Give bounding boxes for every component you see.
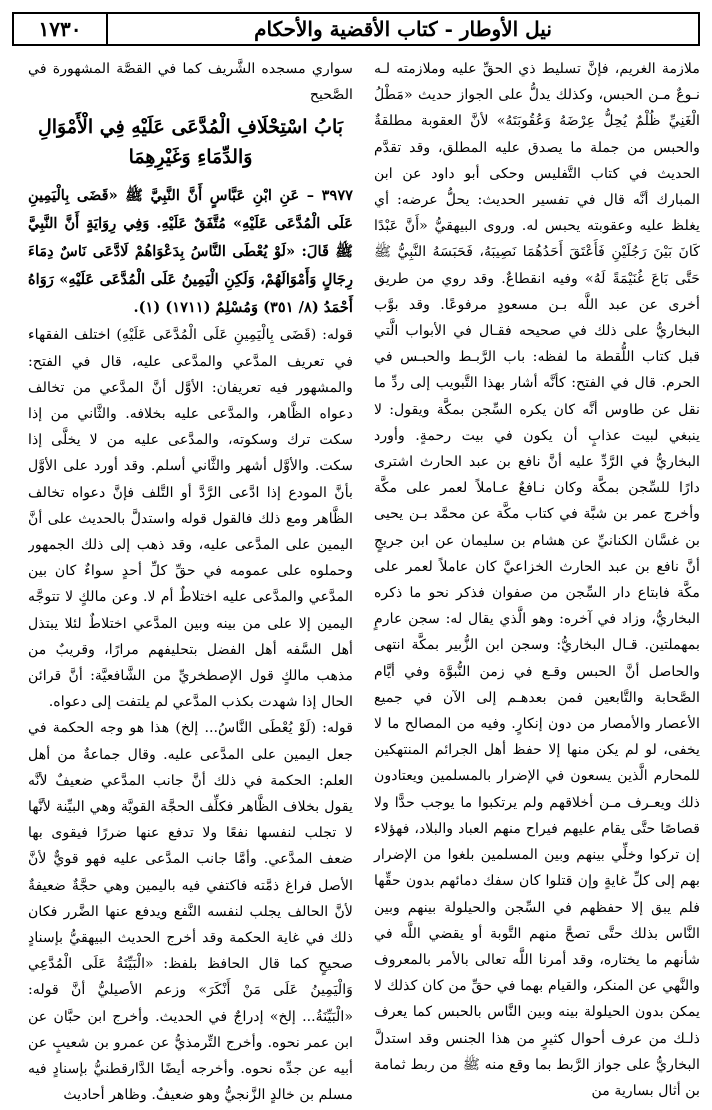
running-title: نيل الأوطار - كتاب الأقضية والأحكام (254, 17, 552, 41)
hadith-text: ٣٩٧٧ – عَنِ ابْنِ عَبَّاسٍ أَنَّ النَّبِيَّ ﷺ «قَضَى بِالْيَمِينِ عَلَى الْمُدَّعَى عَلَيْهِ» مُتَّفَقٌ عَلَيْهِ. وَفِي رِوَايَةٍ أَنَّ النَّبِيَّ ﷺ قَالَ: «لَوْ يُعْطَى النَّاسُ بِدَعْوَاهُمْ لَادَّعَى نَاسٌ دِمَاءَ رِجَالٍ وَأَمْوَالَهُمْ، وَلَكِنِ الْيَمِينُ عَلَى الْمُدَّعَى عَلَيْهِ» رَوَاهُ أَحْمَدُ (٨/ ٣٥١) وَمُسْلِمٌ (١٧١١) (١). (28, 187, 353, 317)
page-header (12, 12, 700, 46)
right-column (364, 56, 700, 1106)
page-number: ١٧٣٠ (14, 14, 108, 44)
left-column (28, 56, 364, 1106)
text-columns (12, 56, 700, 1106)
paragraph-prison: ملازمة الغريم، فإنَّ تسليط ذي الحقِّ عليه وملازمته لـه نـوعٌ مـن الحبس، وكذلك يدلُّ على الجواز حديث «مَطْلُ الْغَنِيِّ ظُلْمٌ يُحِلُّ عِرْضَهُ وَعُقُوبَتَهُ» لأنَّ العقوبة مطلقةٌ والحبس من جملة ما يصدق عليه المطلق، وقد تقدَّم الحديث في كتاب التَّفليس وحكى أبو داود عن ابن المبارك أنَّه قال في تفسير الحديث: يحلُّ عرضه: أي يغلظ عليه وعقوبته يحبس له. وروى البيهقيُّ «أَنَّ عَبْدًا كَانَ بَيْنَ رَجُلَيْنِ فَأَعْتَقَ أَحَدُهُمَا نَصِيبَهُ، فَحَبَسَهُ النَّبِيُّ ﷺ حَتَّى بَاعَ غُنَيْمَةً لَهُ» وفيه انقطاعٌ. وقد روي من طريق أخرى عن عبد اللَّه بـن مسعودٍ مرفوعًا. وقد بوَّب البخاريُّ على ذلك في صحيحه فقـال في الأبواب الَّتي قبل كتاب اللُّقطة ما لفظه: باب الرَّبـط والحبـس في الحرم. قال في الفتح: كأنَّه أشار بهذا التَّبويب إلى ردِّ ما نقل عن طاوس أنَّه كان يكره السِّجن بمكَّة ويقول: لا ينبغي لبيت عذابٍ أن يكون في بيت رحمةٍ. وأورد البخاريُّ في الرَّدِّ عليه أنَّ نافع بن عبد الحارث اشترى دارًا للسِّجن بمكَّة وكان نـافعٌ عـاملاً لعمر على مكَّة وأخرج عمر بن شبَّة في كتاب مكَّة عن محمَّد بـن يحيى بن غسَّان الكنانيِّ عن هشام بن سليمان عن ابن جريجٍ أنَّ نافع بن عبد الحارث الخزاعيَّ كان عاملاً لعمر على مكَّة فابتاع دار السِّجن من صفوان فذكر نحو ما ذكره البخاريُّ، وزاد في آخره: وهو الَّذي يقال له: سجن عارمٍ بمهملتين. قـال البخاريُّ: وسجن ابن الزُّبير بمكَّة انتهى والحاصل أنَّ الحبس وقـع في زمن النُّبوَّة وفي أيَّام الصَّحابة والتَّابعين فمن بعدهـم إلى الآن في جميع الأعصار والأمصار من دون إنكارٍ. وفيه من المصالح ما لا يخفى، لو لم يكن منها إلا حفظ أهل الجرائم المنتهكين للمحارم الَّذين يسعون في الإضرار بالمسلمين ويعتادون ذلك ويعـرف مـن أخلاقهم ولم يرتكبوا ما يوجب حدًّا ولا قصاصًا حتَّى يقام عليهم فيراح منهم العباد والبلاد، فهؤلاء إن تركوا وخلِّي بينهم وبين المسلمين بلغوا من الإضرار بهم إلى كلِّ غايةٍ وإن قتلوا كان سفك دمائهم بدون حقِّها فلم يبق إلا حفظهم في السِّجن والحيلولة بينهم وبين النَّاس بذلك حتَّى تصحَّ منهم التَّوبة أو يقضي اللَّه في شأنهم ما يختاره، وقد أمرنا اللَّه تعالى بالأمر بالمعروف والنَّهي عن المنكر، والقيام بهما في حقِّ من كان كذلك لا يمكن بدون الحيلولة بينه وبين النَّاس بالحبس كما يعرف ذلـك من عرف أحوال كثيرٍ من هذا الجنس وقد استدلَّ البخاريُّ على جواز الرَّبط بما وقع منه ﷺ من ربط ثمامة بن أثال بسارية من (374, 61, 700, 1099)
chapter-title: بَابُ اسْتِحْلَافِ الْمُدَّعَى عَلَيْهِ فِي الْأَمْوَالِ وَالدِّمَاءِ وَغَيْرِهِمَا (37, 116, 344, 169)
commentary-2: قوله: (لَوْ يُعْطَى النَّاسُ... إلخ) هذا هو وجه الحكمة في جعل اليمين على المدَّعى عليه. وقال جماعةٌ من أهل العلم: الحكمة في ذلك أنَّ جانب المدَّعي ضعيفٌ لأنَّه يقول بخلاف الظَّاهر فكلِّف الحجَّة القويَّة وهي البيِّنة لأنَّها لا تجلب لنفسها نفعًا ولا تدفع عنها ضررًا فيقوى بها ضعف المدَّعي. وأمَّا جانب المدَّعى عليه فهو قويٌّ لأنَّ الأصل فراغ ذمَّته فاكتفي فيه باليمين وهي حجَّةٌ ضعيفةٌ لأنَّ الحالف يجلب لنفسه النَّفع ويدفع عنها الضَّرر فكان ذلك في غاية الحكمة وقد أخرج الحديث البيهقيُّ بإسنادٍ صحيحٍ كما قال الحافظ بلفظ: «الْبَيِّنَةُ عَلَى الْمُدَّعِي وَالْيَمِينُ عَلَى مَنْ أَنْكَرَ» وزعم الأصيليُّ أنَّ قوله: «الْبَيِّنَةُ... إلخ» إدراجٌ في الحديث. وأخرج ابن حبَّان عن ابن عمر نحوه. وأخرج التِّرمذيُّ عن عمرو بن شعيبٍ عن أبيه عن جدِّه نحوه. وأخرجه أيضًا الدَّارقطنيُّ بإسنادٍ فيه مسلم بن خالدٍ الزَّنجيُّ وهو ضعيفٌ. وظاهر أحاديث (28, 720, 353, 1104)
intro-line: سواري مسجده الشَّريف كما في القصَّة المشهورة في الصَّحيح (28, 61, 353, 104)
commentary-1: قوله: (قَضَى بِالْيَمِينِ عَلَى الْمُدَّعَى عَلَيْهِ) اختلف الفقهاء في تعريف المدَّعي والمدَّعى عليه، قال في الفتح: والمشهور فيه تعريفان: الأوَّل أنَّ المدَّعي من تخالف دعواه الظَّاهر، والمدَّعى عليه بخلافه. والثَّاني من إذا سكت ترك وسكوته، والمدَّعى عليه من لا يخلَّى إذا سكت. والأوَّل أشهر والثَّاني أسلم. وقد أورد على الأوَّل بأنَّ المودع إذا ادَّعى الرَّدَّ أو التَّلف فإنَّ دعواه تخالف الظَّاهر ومع ذلك فالقول قوله واستدلَّ بالحديث على أنَّ اليمين على المدَّعى عليه، وقد ذهب إلى ذلك الجمهور وحملوه على عمومه في حقِّ كلِّ أحدٍ سواءٌ كان بين المدَّعي والمدَّعى عليه اختلاطٌ أم لا. وعن مالكٍ لا تتوجَّه اليمين إلا على من بينه وبين المدَّعي اختلاطٌ لئلا يبتذل أهل السَّفه أهل الفضل بتحليفهم مرارًا، وقريبٌ من مذهب مالكٍ قول الإصطخريِّ من الشَّافعيَّة: أنَّ قرائن الحال إذا شهدت بكذب المدَّعي لم يلتفت إلى دعواه. (28, 327, 353, 711)
